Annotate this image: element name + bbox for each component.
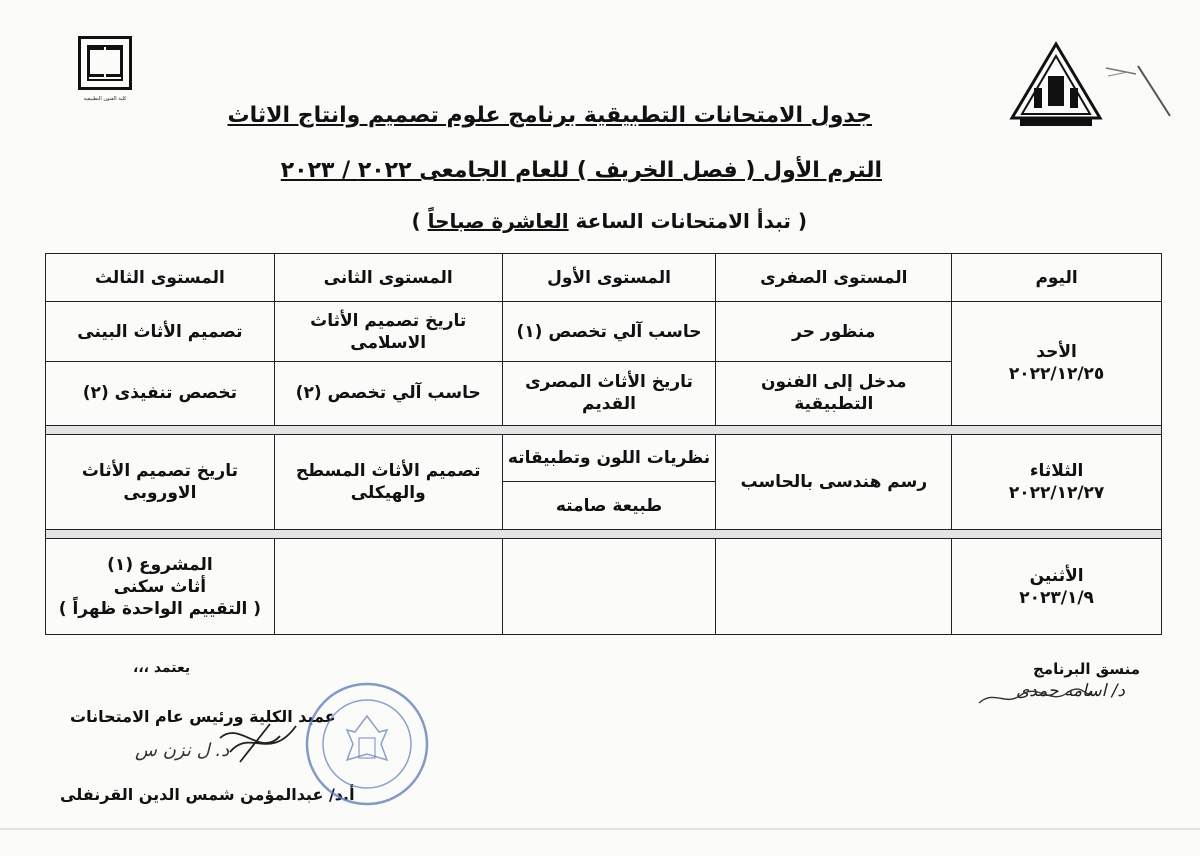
coordinator-signature-mark-icon (975, 683, 1095, 711)
dean-title: عميد الكلية ورئيس عام الامتحانات (70, 707, 336, 726)
faculty-logo-caption: كلية الفنون التطبيقية (83, 96, 127, 102)
day-date: ٢٠٢٢/١٢/٢٥ (1008, 364, 1105, 385)
tuesday-third: تاريخ تصميم الأثاث الاوروبى (46, 435, 275, 530)
tuesday-second: تصميم الأثاث المسطح والهيكلى (274, 435, 502, 530)
term-subtitle: الترم الأول ( فصل الخريف ) للعام الجامعى ٢٠٢٢ / ٢٠٢٣ (280, 158, 882, 183)
col-header-first-level: المستوى الأول (502, 254, 716, 302)
sunday-zero-1: منظور حر (716, 302, 952, 362)
dean-signature: د. ل نزن س (135, 740, 230, 761)
exam-schedule-table (45, 253, 1162, 635)
dean-name: أ.د/ عبدالمؤمن شمس الدين القرنفلى (60, 785, 355, 804)
page-bottom-edge (0, 828, 1200, 830)
day-cell-monday (952, 539, 1162, 635)
sunday-second-2: حاسب آلي تخصص (٢) (274, 362, 502, 425)
table-header-row (46, 254, 1162, 302)
table-row-monday (46, 539, 1162, 635)
separator-cell (46, 425, 1162, 434)
monday-third-line-1: المشروع (١) (107, 554, 213, 575)
start-time-prefix: ( تبدأ الامتحانات الساعة (568, 209, 807, 233)
sunday-second-1: تاريخ تصميم الأثاث الاسلامى (274, 302, 502, 362)
sunday-first-1: حاسب آلي تخصص (١) (502, 302, 716, 362)
tuesday-first-1: نظريات اللون وتطبيقاته (502, 435, 716, 482)
dean-signature-mark-icon (210, 718, 300, 768)
day-cell-sunday (952, 302, 1162, 425)
monday-third-line-3: ( التقييم الواحدة ظهراً ) (58, 598, 262, 619)
university-logo (1008, 40, 1104, 130)
table-row-tuesday-1 (46, 435, 1162, 482)
sunday-third-2: تخصص تنفيذى (٢) (46, 362, 275, 425)
separator-cell (46, 529, 1162, 538)
sunday-third-1: تصميم الأثاث البينى (46, 302, 275, 362)
tuesday-first-2: طبيعة صامته (502, 482, 716, 529)
col-header-second-level: المستوى الثانى (274, 254, 502, 302)
monday-first-empty (502, 539, 716, 635)
coordinator-title: منسق البرنامج (1032, 660, 1140, 678)
tuesday-zero: رسم هندسى بالحاسب (716, 435, 952, 530)
coordinator-signature: د/ اسامه حمدى (1015, 681, 1125, 701)
col-header-zero-level: المستوى الصفرى (716, 254, 952, 302)
day-name: الأحد (1036, 342, 1077, 363)
day-name: الثلاثاء (1029, 460, 1084, 481)
col-header-third-level: المستوى الثالث (46, 254, 275, 302)
day-name: الأثنين (1029, 565, 1084, 586)
day-cell-tuesday (952, 435, 1162, 530)
row-separator (46, 529, 1162, 538)
university-seal-stamp-icon (303, 680, 431, 808)
day-date: ٢٠٢٢/١٢/٢٧ (1008, 482, 1105, 503)
monday-second-empty (274, 539, 502, 635)
monday-zero-empty (716, 539, 952, 635)
approval-label: يعتمد ،،، (133, 660, 191, 676)
table-row-sunday-1 (46, 302, 1162, 362)
pen-mark-icon (1098, 60, 1178, 120)
start-time-suffix: ) (411, 209, 428, 233)
sunday-zero-2: مدخل إلى الفنون التطبيقية (716, 362, 952, 425)
monday-third (46, 539, 275, 635)
sunday-first-2: تاريخ الأثاث المصرى القديم (502, 362, 716, 425)
row-separator (46, 425, 1162, 434)
day-date: ٢٠٢٣/١/٩ (1019, 587, 1094, 608)
page-title: جدول الامتحانات التطبيقية برنامج علوم تصميم وانتاج الاثاث (227, 103, 872, 128)
start-time-note (411, 209, 807, 233)
start-time-underlined: العاشرة صباحاً (427, 209, 569, 233)
monday-third-line-2: أثاث سكنى (113, 576, 207, 597)
col-header-day: اليوم (952, 254, 1162, 302)
faculty-logo (78, 36, 132, 90)
